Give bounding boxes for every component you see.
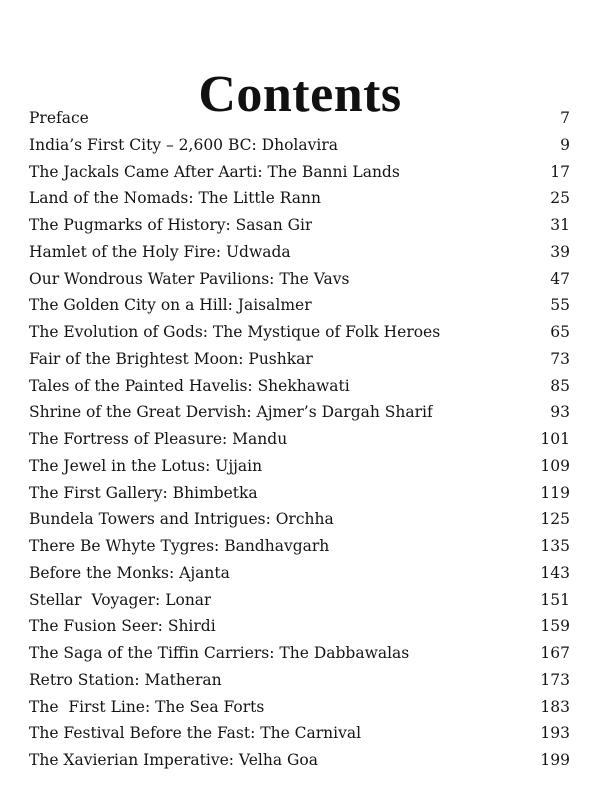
toc-entry-title: India’s First City – 2,600 BC: Dholavira (29, 135, 338, 154)
toc-entry[interactable] (29, 266, 570, 293)
toc-entry-page-number: 17 (550, 162, 570, 181)
toc-entry-title: The Saga of the Tiffin Carriers: The Dabbawalas (29, 644, 410, 662)
toc-entry-title: Stellar Voyager: Lonar (29, 590, 212, 609)
toc-entry[interactable] (29, 640, 570, 667)
toc-entry[interactable] (29, 613, 570, 640)
toc-entry[interactable] (29, 212, 570, 239)
toc-entry-title: The Festival Before the Fast: The Carnival (29, 724, 362, 743)
toc-entry[interactable] (29, 319, 570, 346)
toc-entry-title: Land of the Nomads: The Little Rann (29, 189, 321, 208)
toc-entry[interactable] (29, 720, 570, 747)
page-title: Contents (198, 65, 402, 123)
toc-entry[interactable] (29, 747, 570, 774)
toc-entry[interactable] (29, 694, 570, 721)
table-of-contents (29, 105, 570, 774)
toc-entry-page-number: 73 (550, 349, 570, 368)
toc-entry-title: The Evolution of Gods: The Mystique of Folk Heroes (29, 323, 441, 341)
toc-entry-page-number: 39 (550, 242, 570, 261)
toc-entry-title: There Be Whyte Tygres: Bandhavgarh (29, 537, 330, 555)
toc-entry-page-number: 31 (550, 216, 570, 234)
toc-entry-page-number: 7 (560, 109, 570, 127)
toc-entry[interactable] (29, 587, 570, 614)
toc-entry-title: Fair of the Brightest Moon: Pushkar (29, 349, 313, 368)
toc-entry-title: Retro Station: Matheran (29, 670, 222, 689)
toc-entry[interactable] (29, 373, 570, 400)
toc-entry-title: The Fortress of Pleasure: Mandu (29, 430, 288, 448)
toc-entry-title: Hamlet of the Holy Fire: Udwada (29, 242, 291, 261)
toc-entry-title: The Xavierian Imperative: Velha Goa (29, 751, 318, 769)
toc-entry-page-number: 9 (560, 135, 570, 154)
toc-entry-title: The First Line: The Sea Forts (29, 697, 265, 716)
toc-entry[interactable] (29, 399, 570, 426)
toc-entry-page-number: 25 (550, 189, 570, 208)
toc-entry-title: Shrine of the Great Dervish: Ajmer’s Dargah Sharif (29, 403, 433, 422)
toc-entry-title: The Fusion Seer: Shirdi (29, 617, 216, 636)
toc-entry[interactable] (29, 426, 570, 453)
toc-entry-title: Bundela Towers and Intrigues: Orchha (29, 510, 334, 529)
toc-entry-page-number: 159 (540, 617, 570, 636)
toc-entry-page-number: 135 (540, 537, 570, 555)
toc-entry[interactable] (29, 346, 570, 373)
toc-entry-page-number: 143 (540, 563, 570, 582)
toc-entry-title: Before the Monks: Ajanta (29, 563, 230, 582)
toc-entry-page-number: 151 (540, 590, 570, 609)
toc-entry[interactable] (29, 159, 570, 186)
toc-entry[interactable] (29, 453, 570, 480)
toc-entry[interactable] (29, 480, 570, 507)
toc-entry-title: The Jackals Came After Aarti: The Banni Lands (29, 162, 400, 181)
toc-entry[interactable] (29, 506, 570, 533)
toc-entry[interactable] (29, 239, 570, 266)
toc-entry-title: Preface (29, 109, 89, 127)
toc-entry-page-number: 85 (550, 376, 570, 395)
toc-entry-page-number: 183 (540, 697, 570, 716)
toc-entry-page-number: 199 (540, 751, 570, 769)
toc-entry-page-number: 47 (550, 269, 570, 288)
toc-entry-title: The Jewel in the Lotus: Ujjain (29, 456, 263, 475)
toc-entry[interactable] (29, 533, 570, 560)
toc-entry-title: The Pugmarks of History: Sasan Gir (29, 216, 313, 234)
toc-entry[interactable] (29, 667, 570, 694)
toc-entry-title: The Golden City on a Hill: Jaisalmer (29, 296, 312, 315)
toc-entry-page-number: 55 (550, 296, 570, 315)
toc-entry-page-number: 119 (540, 483, 570, 502)
toc-entry-page-number: 65 (550, 323, 570, 341)
toc-entry-title: Our Wondrous Water Pavilions: The Vavs (29, 269, 350, 288)
toc-entry[interactable] (29, 292, 570, 319)
toc-entry-page-number: 193 (540, 724, 570, 743)
toc-entry-page-number: 167 (540, 644, 570, 662)
toc-entry-title: Tales of the Painted Havelis: Shekhawati (29, 376, 350, 395)
toc-entry-page-number: 173 (540, 670, 570, 689)
toc-entry-title: The First Gallery: Bhimbetka (29, 483, 258, 502)
toc-entry[interactable] (29, 132, 570, 159)
toc-entry[interactable] (29, 185, 570, 212)
toc-entry-page-number: 125 (540, 510, 570, 529)
toc-entry-page-number: 101 (540, 430, 570, 448)
toc-entry-page-number: 109 (540, 456, 570, 475)
toc-entry[interactable] (29, 560, 570, 587)
toc-entry[interactable] (29, 105, 570, 132)
toc-entry-page-number: 93 (550, 403, 570, 422)
